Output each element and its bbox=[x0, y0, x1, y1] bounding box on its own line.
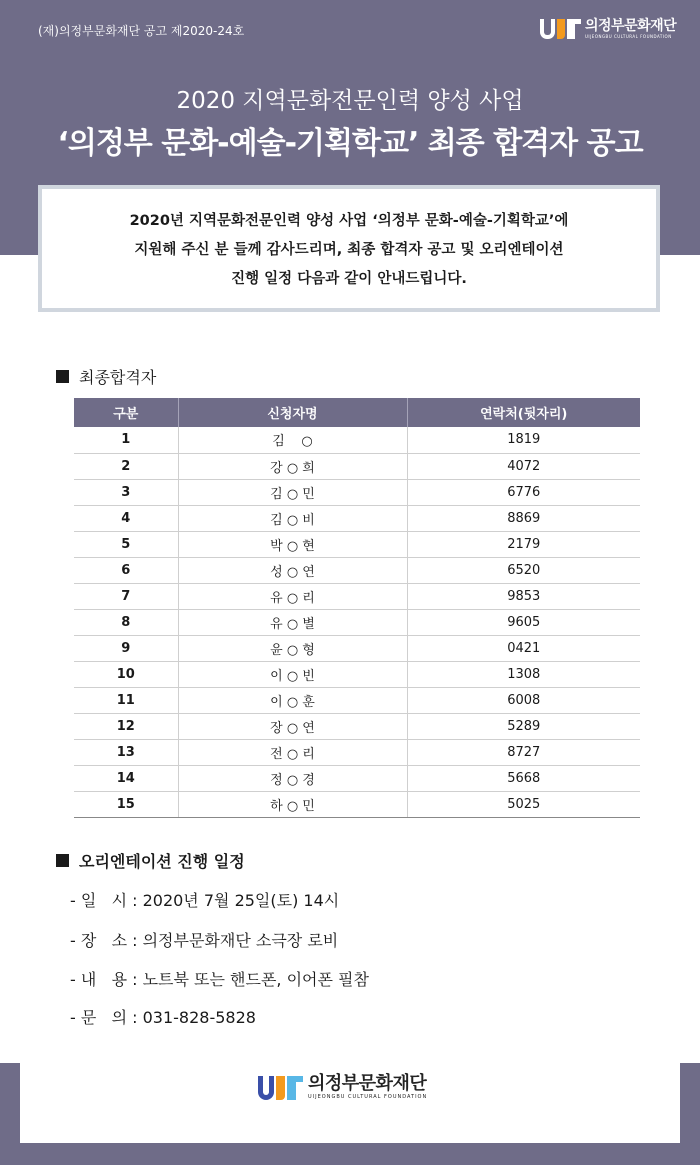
table-row bbox=[74, 609, 640, 635]
row-number: 12 bbox=[74, 713, 178, 739]
applicant-name: 이 ○ 빈 bbox=[178, 661, 407, 687]
row-number: 11 bbox=[74, 687, 178, 713]
phone-suffix: 4072 bbox=[407, 453, 640, 479]
applicant-name: 유 ○ 리 bbox=[178, 583, 407, 609]
applicant-name: 전 ○ 리 bbox=[178, 739, 407, 765]
table-header-row bbox=[74, 398, 640, 427]
table-row bbox=[74, 583, 640, 609]
phone-suffix: 8869 bbox=[407, 505, 640, 531]
intro-line-1: 2020년 지역문화전문인력 양성 사업 ‘의정부 문화-예술-기획학교’에 bbox=[129, 213, 569, 229]
table-row bbox=[74, 427, 640, 453]
applicant-name: 강 ○ 희 bbox=[178, 453, 407, 479]
applicant-name: 김 ○ bbox=[178, 427, 407, 453]
results-section-title: 최종합격자 bbox=[79, 368, 157, 387]
uf-logo-icon bbox=[540, 19, 575, 39]
applicant-name: 김 ○ 민 bbox=[178, 479, 407, 505]
intro-line-3: 진행 일정 다음과 같이 안내드립니다. bbox=[231, 271, 467, 287]
schedule-section-heading bbox=[56, 849, 245, 872]
square-bullet-icon bbox=[56, 854, 69, 867]
foundation-logo-footer bbox=[258, 1074, 427, 1101]
results-table bbox=[74, 398, 640, 818]
phone-suffix: 6008 bbox=[407, 687, 640, 713]
phone-suffix: 2179 bbox=[407, 531, 640, 557]
applicant-name: 윤 ○ 형 bbox=[178, 635, 407, 661]
phone-suffix: 8727 bbox=[407, 739, 640, 765]
table-row bbox=[74, 453, 640, 479]
row-number: 9 bbox=[74, 635, 178, 661]
intro-line-2: 지원해 주신 분 들께 감사드리며, 최종 합격자 공고 및 오리엔테이션 bbox=[134, 242, 564, 258]
row-number: 14 bbox=[74, 765, 178, 791]
table-row bbox=[74, 661, 640, 687]
logo-subtitle: UIJEONGBU CULTURAL FOUNDATION bbox=[585, 34, 672, 39]
table-row bbox=[74, 505, 640, 531]
phone-suffix: 9853 bbox=[407, 583, 640, 609]
logo-name: 의정부문화재단 bbox=[585, 18, 677, 34]
row-number: 3 bbox=[74, 479, 178, 505]
column-header-phone: 연락처(뒷자리) bbox=[407, 398, 640, 427]
row-number: 8 bbox=[74, 609, 178, 635]
column-header-number: 구분 bbox=[74, 398, 178, 427]
table-row bbox=[74, 557, 640, 583]
page-subtitle: 2020 지역문화전문인력 양성 사업 bbox=[176, 88, 524, 114]
applicant-name: 정 ○ 경 bbox=[178, 765, 407, 791]
square-bullet-icon bbox=[56, 370, 69, 383]
phone-suffix: 1819 bbox=[407, 427, 640, 453]
phone-suffix: 5025 bbox=[407, 791, 640, 817]
row-number: 13 bbox=[74, 739, 178, 765]
row-number: 7 bbox=[74, 583, 178, 609]
applicant-name: 유 ○ 별 bbox=[178, 609, 407, 635]
phone-suffix: 1308 bbox=[407, 661, 640, 687]
phone-suffix: 0421 bbox=[407, 635, 640, 661]
footer-logo-subtitle: UIJEONGBU CULTURAL FOUNDATION bbox=[308, 1094, 428, 1100]
row-number: 2 bbox=[74, 453, 178, 479]
notice-number: (재)의정부문화재단 공고 제2020-24호 bbox=[38, 24, 245, 38]
footer-panel bbox=[20, 1063, 680, 1143]
row-number: 6 bbox=[74, 557, 178, 583]
schedule-item-datetime: - 일 시 : 2020년 7월 25일(토) 14시 bbox=[70, 891, 340, 910]
applicant-name: 박 ○ 현 bbox=[178, 531, 407, 557]
schedule-item-content: - 내 용 : 노트북 또는 핸드폰, 이어폰 필참 bbox=[70, 970, 369, 989]
applicant-name: 장 ○ 연 bbox=[178, 713, 407, 739]
row-number: 15 bbox=[74, 791, 178, 817]
page-title: ‘의정부 문화-예술-기획학교’ 최종 합격자 공고 bbox=[57, 126, 643, 161]
table-row bbox=[74, 635, 640, 661]
applicant-name: 하 ○ 민 bbox=[178, 791, 407, 817]
table-row bbox=[74, 765, 640, 791]
phone-suffix: 5668 bbox=[407, 765, 640, 791]
schedule-section-title: 오리엔테이션 진행 일정 bbox=[79, 852, 245, 871]
table-row bbox=[74, 531, 640, 557]
footer-logo-name: 의정부문화재단 bbox=[308, 1073, 427, 1094]
row-number: 10 bbox=[74, 661, 178, 687]
applicant-name: 김 ○ 비 bbox=[178, 505, 407, 531]
phone-suffix: 5289 bbox=[407, 713, 640, 739]
footer-band bbox=[0, 1063, 700, 1165]
phone-suffix: 9605 bbox=[407, 609, 640, 635]
applicant-name: 이 ○ 훈 bbox=[178, 687, 407, 713]
row-number: 1 bbox=[74, 427, 178, 453]
intro-box bbox=[38, 185, 660, 312]
phone-suffix: 6776 bbox=[407, 479, 640, 505]
table-row bbox=[74, 791, 640, 817]
applicant-name: 성 ○ 연 bbox=[178, 557, 407, 583]
table-row bbox=[74, 739, 640, 765]
table-row bbox=[74, 479, 640, 505]
row-number: 5 bbox=[74, 531, 178, 557]
phone-suffix: 6520 bbox=[407, 557, 640, 583]
uf-logo-icon bbox=[258, 1076, 296, 1100]
table-row bbox=[74, 713, 640, 739]
row-number: 4 bbox=[74, 505, 178, 531]
schedule-item-location: - 장 소 : 의정부문화재단 소극장 로비 bbox=[70, 931, 339, 950]
column-header-name: 신청자명 bbox=[178, 398, 407, 427]
table-row bbox=[74, 687, 640, 713]
results-section-heading bbox=[56, 365, 156, 388]
schedule-item-contact: - 문 의 : 031-828-5828 bbox=[70, 1008, 256, 1027]
foundation-logo-header bbox=[540, 18, 676, 40]
